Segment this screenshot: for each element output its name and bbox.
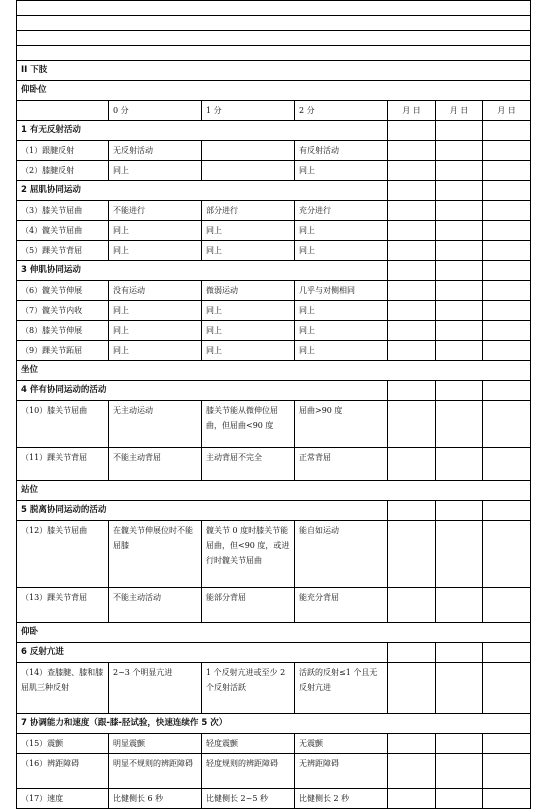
section-title: II 下肢 — [17, 61, 531, 81]
header-blank — [17, 101, 109, 121]
score-cell[interactable] — [388, 521, 436, 588]
position-row — [17, 481, 531, 501]
score-2-text: 同上 — [295, 221, 388, 241]
score-0-text: 同上 — [109, 321, 202, 341]
score-1-text: 主动背屈不完全 — [202, 448, 295, 481]
score-1-text: 同上 — [202, 301, 295, 321]
score-1-text: 同上 — [202, 241, 295, 261]
item-label: （4）髋关节屈曲 — [17, 221, 109, 241]
score-1-text: 比健侧长 2~5 秒 — [202, 789, 295, 809]
item-label: （16）辨距障碍 — [17, 754, 109, 789]
score-1-text — [202, 141, 295, 161]
header-date: 月 日 — [388, 101, 436, 121]
score-0-text: 明显震颤 — [109, 734, 202, 754]
group-title: 3 伸肌协同运动 — [17, 261, 388, 281]
score-cell[interactable] — [483, 734, 531, 754]
item-label: （9）踝关节跖屈 — [17, 341, 109, 361]
group-row — [17, 643, 531, 663]
score-cell[interactable] — [483, 663, 531, 714]
header-row — [17, 101, 531, 121]
score-2-text: 有反射活动 — [295, 141, 388, 161]
group-row — [17, 261, 531, 281]
score-cell[interactable] — [388, 141, 436, 161]
score-1-text: 能部分背屈 — [202, 588, 295, 623]
item-row — [17, 734, 531, 754]
score-cell[interactable] — [388, 341, 436, 361]
item-label: （3）膝关节屈曲 — [17, 201, 109, 221]
score-cell[interactable] — [483, 161, 531, 181]
score-1-text: 同上 — [202, 321, 295, 341]
score-cell[interactable] — [436, 663, 483, 714]
score-1-text: 同上 — [202, 341, 295, 361]
score-2-text: 同上 — [295, 301, 388, 321]
item-row — [17, 448, 531, 481]
header-date: 月 日 — [436, 101, 483, 121]
score-cell[interactable] — [436, 521, 483, 588]
group-title: 6 反射亢进 — [17, 643, 388, 663]
blank-row — [17, 46, 531, 61]
section-row — [17, 61, 531, 81]
score-cell[interactable] — [436, 754, 483, 789]
group-row — [17, 381, 531, 401]
header-score-1: 1 分 — [202, 101, 295, 121]
item-label: （12）膝关节屈曲 — [17, 521, 109, 588]
score-cell[interactable] — [436, 201, 483, 221]
score-cell[interactable] — [388, 663, 436, 714]
item-row — [17, 281, 531, 301]
score-0-text: 明显不规则的辨距障碍 — [109, 754, 202, 789]
score-0-text: 不能进行 — [109, 201, 202, 221]
score-cell[interactable] — [483, 201, 531, 221]
score-cell[interactable] — [436, 734, 483, 754]
position-label: 站位 — [17, 481, 531, 501]
header-score-2: 2 分 — [295, 101, 388, 121]
blank-row — [17, 16, 531, 31]
score-1-text: 轻度规则的辨距障碍 — [202, 754, 295, 789]
group-row — [17, 501, 531, 521]
item-row — [17, 321, 531, 341]
score-cell[interactable] — [483, 221, 531, 241]
item-label: （17）速度 — [17, 789, 109, 809]
item-label: （14）查膝腱、膝和膝屈肌三种反射 — [17, 663, 109, 714]
item-row — [17, 221, 531, 241]
header-date: 月 日 — [483, 101, 531, 121]
score-2-text: 屈曲>90 度 — [295, 401, 388, 448]
score-2-text: 同上 — [295, 321, 388, 341]
score-cell[interactable] — [436, 588, 483, 623]
score-2-text: 活跃的反射≤1 个且无反射亢进 — [295, 663, 388, 714]
score-0-text: 没有运动 — [109, 281, 202, 301]
item-row — [17, 201, 531, 221]
item-label: （2）膝腱反射 — [17, 161, 109, 181]
score-2-text: 正常背屈 — [295, 448, 388, 481]
score-2-text: 能自如运动 — [295, 521, 388, 588]
item-row — [17, 401, 531, 448]
score-1-text: 微弱运动 — [202, 281, 295, 301]
item-row — [17, 301, 531, 321]
score-0-text: 不能主动活动 — [109, 588, 202, 623]
score-1-text: 同上 — [202, 221, 295, 241]
item-label: （11）踝关节背屈 — [17, 448, 109, 481]
score-2-text: 同上 — [295, 241, 388, 261]
item-row — [17, 161, 531, 181]
item-row — [17, 141, 531, 161]
item-label: （1）跟腱反射 — [17, 141, 109, 161]
item-row — [17, 341, 531, 361]
score-cell[interactable] — [388, 301, 436, 321]
score-cell[interactable] — [483, 588, 531, 623]
item-row — [17, 663, 531, 714]
score-1-text: 髋关节 0 度时膝关节能屈曲，但<90 度，或进行时髋关节屈曲 — [202, 521, 295, 588]
score-cell[interactable] — [483, 241, 531, 261]
score-cell[interactable] — [388, 734, 436, 754]
item-row — [17, 521, 531, 588]
score-cell[interactable] — [388, 201, 436, 221]
position-row — [17, 361, 531, 381]
score-cell[interactable] — [436, 241, 483, 261]
score-cell[interactable] — [388, 281, 436, 301]
score-1-text: 轻度震颤 — [202, 734, 295, 754]
item-label: （8）膝关节伸展 — [17, 321, 109, 341]
score-2-text: 几乎与对侧相同 — [295, 281, 388, 301]
score-0-text: 同上 — [109, 241, 202, 261]
group-title: 2 屈肌协同运动 — [17, 181, 388, 201]
score-cell[interactable] — [483, 448, 531, 481]
position-row — [17, 623, 531, 643]
score-cell[interactable] — [436, 281, 483, 301]
score-0-text: 不能主动背屈 — [109, 448, 202, 481]
item-label: （6）髋关节伸展 — [17, 281, 109, 301]
group-row — [17, 714, 531, 734]
group-row — [17, 121, 531, 141]
score-cell[interactable] — [483, 141, 531, 161]
group-title: 4 伴有协同运动的活动 — [17, 381, 388, 401]
item-label: （15）震颤 — [17, 734, 109, 754]
position-row — [17, 81, 531, 101]
score-cell[interactable] — [483, 754, 531, 789]
score-2-text: 同上 — [295, 341, 388, 361]
score-cell[interactable] — [436, 448, 483, 481]
group-title: 5 脱离协同运动的活动 — [17, 501, 388, 521]
group-title: 1 有无反射活动 — [17, 121, 388, 141]
score-cell[interactable] — [436, 341, 483, 361]
item-label: （5）踝关节背屈 — [17, 241, 109, 261]
group-title: 7 协调能力和速度（跟-膝-胫试验，快速连续作 5 次） — [17, 714, 531, 734]
score-cell[interactable] — [388, 161, 436, 181]
item-row — [17, 241, 531, 261]
score-0-text: 2~3 个明显亢进 — [109, 663, 202, 714]
score-cell[interactable] — [483, 341, 531, 361]
score-2-text: 无震颤 — [295, 734, 388, 754]
score-2-text: 同上 — [295, 161, 388, 181]
score-cell[interactable] — [483, 321, 531, 341]
score-2-text: 比健侧长 2 秒 — [295, 789, 388, 809]
position-label: 坐位 — [17, 361, 531, 381]
score-0-text: 同上 — [109, 341, 202, 361]
item-label: （10）膝关节屈曲 — [17, 401, 109, 448]
score-cell[interactable] — [388, 401, 436, 448]
score-cell[interactable] — [483, 281, 531, 301]
score-0-text: 无反射活动 — [109, 141, 202, 161]
score-cell[interactable] — [436, 301, 483, 321]
item-row — [17, 588, 531, 623]
item-label: （7）髋关节内收 — [17, 301, 109, 321]
assessment-table — [16, 0, 531, 809]
score-0-text: 同上 — [109, 161, 202, 181]
item-label: （13）踝关节背屈 — [17, 588, 109, 623]
score-cell[interactable] — [436, 161, 483, 181]
score-2-text: 充分进行 — [295, 201, 388, 221]
score-0-text: 比健侧长 6 秒 — [109, 789, 202, 809]
group-row — [17, 181, 531, 201]
blank-row — [17, 31, 531, 46]
score-cell[interactable] — [436, 141, 483, 161]
position-label: 仰卧位 — [17, 81, 531, 101]
score-cell[interactable] — [388, 241, 436, 261]
score-0-text: 在髋关节伸展位时不能屈膝 — [109, 521, 202, 588]
score-1-text: 部分进行 — [202, 201, 295, 221]
score-cell[interactable] — [388, 588, 436, 623]
score-1-text — [202, 161, 295, 181]
score-1-text: 膝关节能从微伸位屈曲，但屈曲<90 度 — [202, 401, 295, 448]
blank-row — [17, 1, 531, 16]
score-1-text: 1 个反射亢进或至少 2 个反射活跃 — [202, 663, 295, 714]
score-cell[interactable] — [436, 401, 483, 448]
score-cell[interactable] — [483, 301, 531, 321]
score-2-text: 无辨距障碍 — [295, 754, 388, 789]
score-0-text: 同上 — [109, 221, 202, 241]
score-cell[interactable] — [436, 221, 483, 241]
item-row — [17, 754, 531, 789]
score-cell[interactable] — [483, 401, 531, 448]
score-0-text: 同上 — [109, 301, 202, 321]
header-score-0: 0 分 — [109, 101, 202, 121]
score-cell[interactable] — [388, 321, 436, 341]
score-cell[interactable] — [483, 521, 531, 588]
score-cell[interactable] — [388, 448, 436, 481]
score-cell[interactable] — [388, 754, 436, 789]
position-label: 仰卧 — [17, 623, 531, 643]
score-cell[interactable] — [436, 321, 483, 341]
score-cell[interactable] — [388, 221, 436, 241]
score-2-text: 能充分背屈 — [295, 588, 388, 623]
score-0-text: 无主动运动 — [109, 401, 202, 448]
